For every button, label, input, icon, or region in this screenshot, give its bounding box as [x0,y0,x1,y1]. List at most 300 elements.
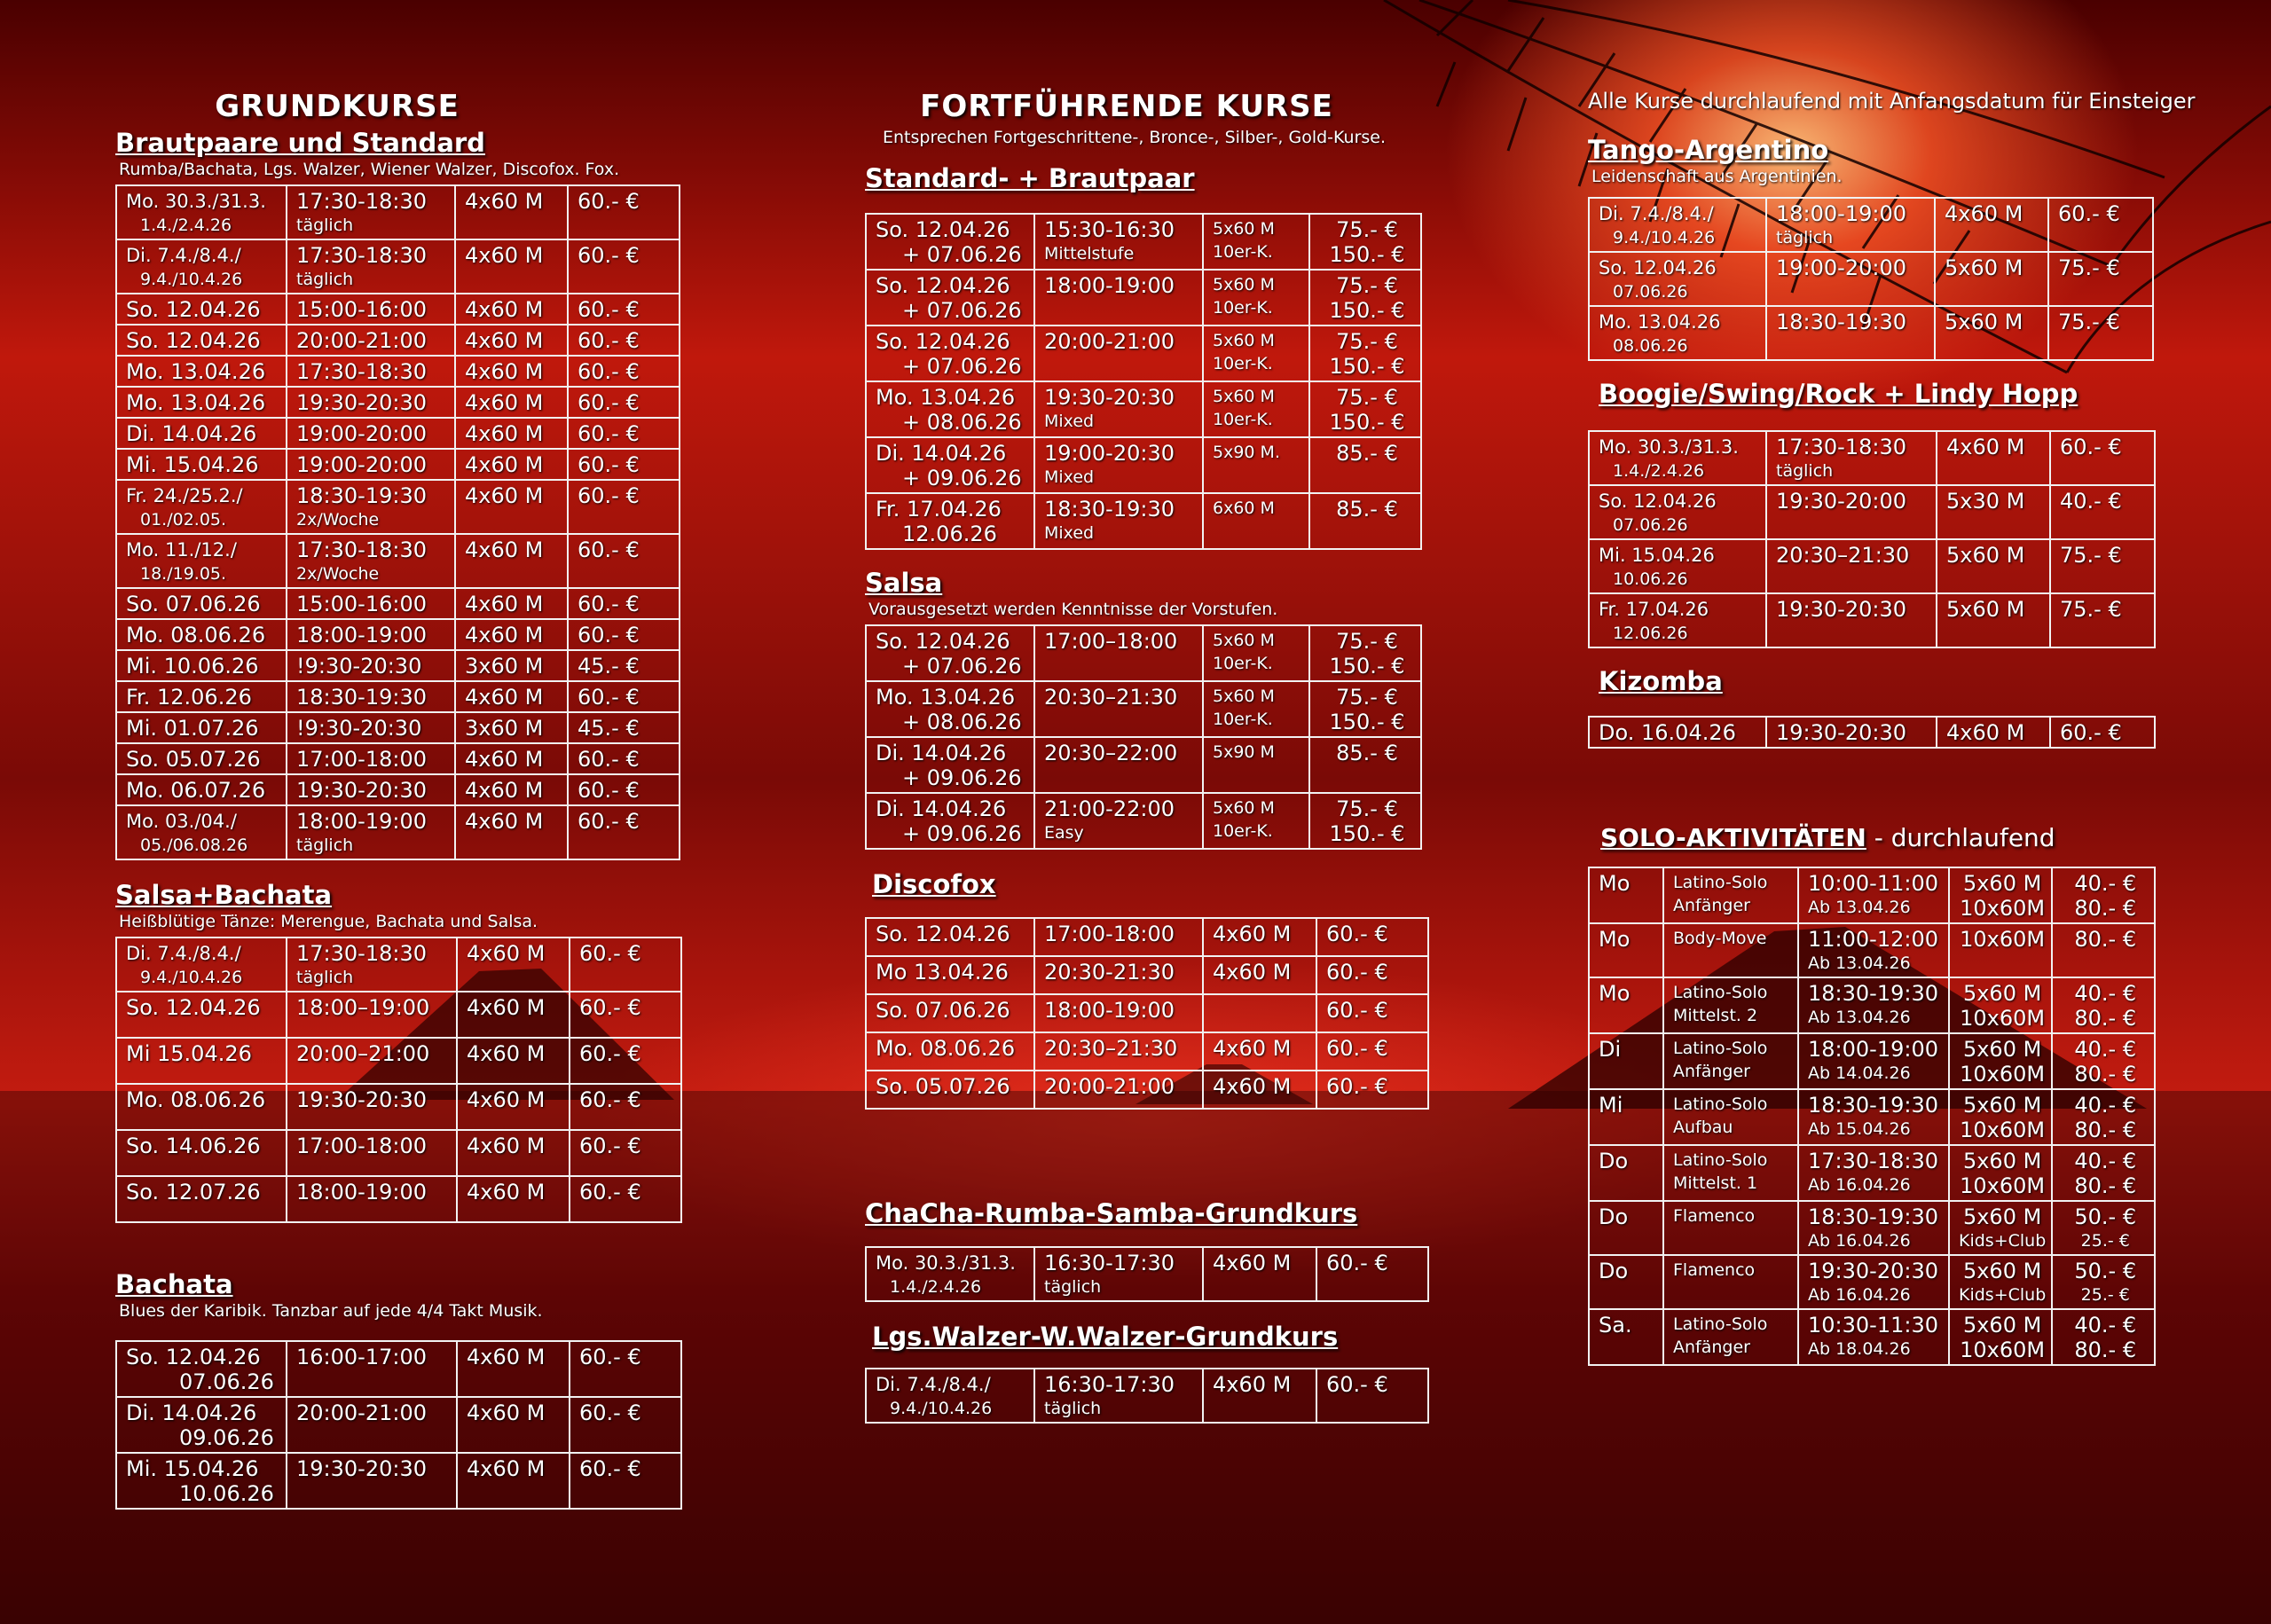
price-cell [1309,493,1421,549]
units: 4x60 M [467,1400,546,1425]
units-cell [457,1176,570,1222]
price: 60.- € [1326,1372,1388,1397]
section-heading: Tango-Argentino [1588,135,1829,165]
date-line-2: 18./19.05. [140,564,227,584]
price: 75.- € [1336,796,1398,821]
date-cell [116,1084,287,1130]
units: 4x60 M [1213,1251,1292,1275]
time: 20:30–21:30 [1776,543,1910,568]
units-cell [1203,326,1309,381]
frequency: täglich [1044,1277,1102,1297]
units: 5x60 M [1962,1259,2042,1283]
date-cell [116,992,287,1038]
table-row [116,480,680,534]
date: So. 12.04.26 [126,328,261,353]
table-row [116,294,680,325]
weekday-cell [1589,1309,1663,1365]
course-table [865,1368,1429,1424]
date: Mi. 15.04.26 [126,452,259,477]
price: 40.- € [2074,1313,2137,1338]
date-cell [866,793,1034,849]
price: 80.- € [2074,927,2137,952]
date: Fr. 24./25.2./ [126,485,243,506]
price: 60.- € [579,941,641,966]
units-cell [455,387,568,418]
price-cell [2052,1089,2155,1145]
time: 17:30-18:30 [1808,1149,1938,1173]
activity: Latino-Solo [1673,1150,1768,1170]
units-2: Kids+Club [1959,1231,2047,1251]
date-line-2: 12.06.26 [1613,624,1688,643]
table-row [116,1341,681,1397]
activity-cell [1663,923,1798,977]
date-cell [866,737,1034,793]
price-cell [1309,326,1421,381]
price: 60.- € [1326,998,1388,1023]
time-cell [1034,737,1203,793]
units-cell [457,1453,570,1509]
time-cell [1034,326,1203,381]
section-description: Heißblütige Tänze: Merengue, Bachata und Salsa. [119,912,538,931]
course-table [115,937,682,1223]
units: 5x90 M [1213,742,1275,762]
price: 60.- € [578,747,640,772]
activity-cell [1663,1033,1798,1089]
time-cell [287,325,455,356]
time-cell [1798,1201,1949,1255]
section-heading: Salsa [865,568,943,598]
time-cell [1798,1255,1949,1309]
price-cell [568,449,680,480]
card: 10er-K. [1213,654,1273,673]
section-heading: Boogie/Swing/Rock + Lindy Hopp [1599,379,2078,409]
date-cell [116,774,287,805]
table-row [1589,1145,2155,1201]
price-cell [568,588,680,619]
time-cell [1766,539,1937,593]
units-cell [455,712,568,743]
date-line-2: 05./06.08.26 [140,836,248,855]
units-cell [455,588,568,619]
column-grundkurse [115,89,692,1510]
activity: Flamenco [1673,1206,1756,1226]
time: !9:30-20:30 [296,654,422,679]
units-cell [1949,867,2052,923]
section-heading: Bachata [115,1269,233,1299]
price-cell [568,712,680,743]
units-2: 10x60M [1960,896,2046,921]
table-row [116,938,681,992]
time: 19:30-20:00 [1776,489,1906,514]
date-cell [866,994,1034,1032]
price-cell [568,325,680,356]
units: 4x60 M [465,189,544,214]
date-line-2: 08.06.26 [1613,336,1688,356]
units-cell [1949,1089,2052,1145]
weekday-cell [1589,1255,1663,1309]
price: 60.- € [578,328,640,353]
price-cell [2050,485,2155,539]
time: 18:30-19:30 [1808,981,1938,1006]
time-cell [287,712,455,743]
level: Anfänger [1673,1062,1750,1081]
time-cell [1798,1033,1949,1089]
time: 18:00-19:00 [1808,1037,1938,1062]
price-2: 25.- € [2080,1285,2130,1305]
date-cell [866,493,1034,549]
time-cell [287,1397,457,1453]
units-cell [1203,1032,1316,1071]
units-cell [1203,994,1316,1032]
units: 5x90 M. [1213,443,1280,462]
table-row [116,356,680,387]
date: Fr. 17.04.26 [1599,599,1709,620]
weekday-cell [1589,1145,1663,1201]
time: 17:00-18:00 [296,747,427,772]
date-line-2: 1.4./2.4.26 [890,1277,982,1297]
date-cell [116,1397,287,1453]
section-description: Blues der Karibik. Tanzbar auf jede 4/4 Takt Musik. [119,1301,543,1321]
price-cell [568,387,680,418]
time-cell [287,1341,457,1397]
section-heading: Salsa+Bachata [115,880,333,910]
units-cell [455,356,568,387]
price: 60.- € [579,995,641,1020]
table-row [116,1397,681,1453]
time: 19:00-20:00 [296,421,427,446]
date: So. 12.04.26 [876,273,1010,298]
units-cell [455,480,568,534]
time-cell [287,588,455,619]
date: Mo. 30.3./31.3. [876,1252,1016,1274]
units-cell [1203,918,1316,956]
time-cell [1798,1145,1949,1201]
price: 40.- € [2074,871,2137,896]
frequency: täglich [296,270,354,289]
time-cell [287,805,455,859]
table-row [1589,977,2155,1033]
units: 5x60 M [1962,1313,2042,1338]
card: 10er-K. [1213,354,1273,373]
units-2: 10x60M [1960,1006,2046,1031]
units-cell [457,1084,570,1130]
date-cell [1589,485,1766,539]
time: 18:00-19:00 [1776,201,1906,226]
time: 19:30-20:30 [296,390,427,415]
date: Mo. 08.06.26 [126,623,266,647]
units: 5x60 M [1213,219,1275,239]
activity: Latino-Solo [1673,1039,1768,1058]
units-cell [1937,539,2050,593]
time: 20:00-21:00 [1044,1074,1175,1099]
time: 17:30-18:30 [296,359,427,384]
date-cell [1589,717,1766,748]
date-cell [116,294,287,325]
date: So. 12.07.26 [126,1180,261,1204]
date-line-2: + 07.06.26 [902,242,1022,267]
time: 16:30-17:30 [1044,1372,1175,1397]
units: 4x60 M [465,243,544,268]
date: Do. 16.04.26 [1599,720,1736,745]
time: 17:30-18:30 [296,537,427,562]
price-2: 80.- € [2074,1173,2137,1198]
units-2: 10x60M [1960,1062,2046,1087]
time: 20:30–22:00 [1044,741,1178,765]
date-cell [116,1130,287,1176]
level: Mittelst. 1 [1673,1173,1758,1193]
units: 6x60 M [1213,498,1275,518]
time: 20:00-21:00 [296,328,427,353]
date: Mo. 13.04.26 [1599,311,1721,333]
time-cell [287,185,455,239]
weekday-cell [1589,923,1663,977]
frequency: täglich [1776,461,1834,481]
time-cell [287,1130,457,1176]
date: So. 05.07.26 [876,1074,1010,1099]
units-cell [455,418,568,449]
date-line-2: 12.06.26 [902,522,997,546]
time-cell [1766,252,1935,306]
activity-cell [1663,1145,1798,1201]
price-cell [2052,1309,2155,1365]
time-cell [1034,1071,1203,1109]
price: 85.- € [1336,497,1398,522]
date: Di. 7.4./8.4./ [876,1374,991,1395]
level: Mixed [1044,523,1095,543]
intro-text: Alle Kurse durchlaufend mit Anfangsdatum für Einsteiger [1588,89,2196,114]
price: 60.- € [1326,1074,1388,1099]
time-cell [1034,437,1203,493]
date: Mo. 06.07.26 [126,778,266,803]
page-subtitle: Entsprechen Fortgeschrittene-, Bronce-, Silber-, Gold-Kurse. [883,128,1387,147]
units: 5x60 M [1213,387,1275,406]
units: 10x60M [1960,927,2046,952]
price-2: 25.- € [2080,1231,2130,1251]
units-cell [455,294,568,325]
time-cell [287,534,455,588]
price-cell [1316,1369,1428,1423]
time: 20:00–21:00 [296,1041,430,1066]
start-date: Ab 15.04.26 [1808,1119,1911,1139]
price-card: 150.- € [1329,298,1405,323]
date-cell [866,214,1034,270]
price-cell [2050,593,2155,647]
price: 60.- € [578,297,640,322]
weekday: Do [1599,1149,1629,1173]
units: 4x60 M [467,941,546,966]
weekday: Di [1599,1037,1622,1062]
date-cell [116,619,287,650]
units: 4x60 M [465,297,544,322]
price-cell [570,1397,681,1453]
activity-cell [1663,977,1798,1033]
card: 10er-K. [1213,710,1273,729]
price: 60.- € [578,243,640,268]
date-cell [1589,252,1766,306]
time-cell [287,681,455,712]
time-cell [1766,431,1937,485]
date: So. 12.04.26 [1599,490,1717,512]
section-description: Leidenschaft aus Argentinien. [1591,167,1843,186]
units: 4x60 M [467,1087,546,1112]
time: 17:30-18:30 [296,189,427,214]
price: 40.- € [2074,1149,2137,1173]
price-card: 150.- € [1329,410,1405,435]
price-cell [568,534,680,588]
date-cell [116,1453,287,1509]
date: Fr. 17.04.26 [876,497,1002,522]
date-cell [116,325,287,356]
table-row [866,793,1421,849]
units: 4x60 M [465,809,544,834]
time: 17:00–18:00 [1044,629,1178,654]
date-line-2: 07.06.26 [1613,282,1688,302]
column-weitere [1588,89,2209,1366]
price: 60.- € [578,809,640,834]
date-cell [116,185,287,239]
units-cell [457,938,570,992]
activity-cell [1663,1089,1798,1145]
activity-cell [1663,1201,1798,1255]
course-table [1588,430,2156,648]
time: 20:00-21:00 [296,1400,427,1425]
table-row [116,588,680,619]
units-cell [1949,923,2052,977]
units: 4x60 M [465,452,544,477]
time: 19:00-20:00 [1776,255,1906,280]
time: 18:30-19:30 [1808,1093,1938,1118]
date: Di. 7.4./8.4./ [126,943,241,964]
price: 60.- € [578,623,640,647]
table-row [866,214,1421,270]
date: Mi 15.04.26 [126,1041,252,1066]
units: 4x60 M [1946,720,2025,745]
date: Mi. 10.06.26 [126,654,259,679]
table-row [866,1032,1428,1071]
date: So. 12.04.26 [126,995,261,1020]
price-cell [2050,717,2155,748]
table-row [1589,1201,2155,1255]
units-cell [1203,1369,1316,1423]
time: 20:30–21:30 [1044,685,1178,710]
date-cell [866,956,1034,994]
table-row [866,918,1428,956]
activity: Latino-Solo [1673,873,1768,892]
time-cell [1034,793,1203,849]
date-line-2: 10.06.26 [1613,569,1688,589]
card: 10er-K. [1213,821,1273,841]
date: Mo. 13.04.26 [876,385,1016,410]
units-cell [455,805,568,859]
date: So. 12.04.26 [876,217,1010,242]
price: 60.- € [2058,201,2120,226]
solo-table [1588,867,2156,1366]
weekday: Mo [1599,927,1631,952]
price: 40.- € [2074,981,2137,1006]
table-row [1589,1255,2155,1309]
price-cell [1309,793,1421,849]
date: So. 12.04.26 [126,297,261,322]
activity: Latino-Solo [1673,1314,1768,1334]
units: 4x60 M [465,778,544,803]
units-2: 10x60M [1960,1173,2046,1198]
table-row [116,325,680,356]
section-heading: ChaCha-Rumba-Samba-Grundkurs [865,1198,1358,1228]
price-cell [2052,1201,2155,1255]
table-row [1589,1089,2155,1145]
units-cell [457,1130,570,1176]
time: 15:00-16:00 [296,592,427,616]
date-cell [866,270,1034,326]
units: 4x60 M [465,592,544,616]
units-cell [1203,625,1309,681]
activity-cell [1663,867,1798,923]
price-cell [1316,1071,1428,1109]
price-cell [568,356,680,387]
units-cell [1203,214,1309,270]
time: 11:00-12:00 [1808,927,1938,952]
time: 16:00-17:00 [296,1345,427,1369]
units-cell [1935,306,2048,360]
price: 60.- € [579,1041,641,1066]
date-cell [866,918,1034,956]
date-cell [116,356,287,387]
date: Di. 14.04.26 [126,1400,257,1425]
date: Mi. 01.07.26 [126,716,259,741]
date: So. 07.06.26 [126,592,261,616]
activity-cell [1663,1255,1798,1309]
weekday: Do [1599,1204,1629,1229]
time: 18:30-19:30 [296,685,427,710]
time-cell [1798,867,1949,923]
price-cell [568,805,680,859]
price-cell [568,681,680,712]
date-line-2: + 09.06.26 [902,821,1022,846]
units: 4x60 M [465,421,544,446]
units-cell [457,992,570,1038]
date-line-2: + 08.06.26 [902,410,1022,435]
date-cell [116,239,287,294]
units-cell [1949,1201,2052,1255]
price-cell [2048,252,2153,306]
time-cell [287,619,455,650]
units: 5x60 M [1946,597,2025,622]
weekday-cell [1589,867,1663,923]
table-row [866,270,1421,326]
price-cell [2052,1255,2155,1309]
units-cell [1203,270,1309,326]
units-2: Kids+Club [1959,1285,2047,1305]
units: 5x60 M [1962,1037,2042,1062]
time-cell [1034,625,1203,681]
price: 60.- € [578,537,640,562]
time-cell [1766,485,1937,539]
price-cell [570,1341,681,1397]
time: 19:30-20:30 [296,1087,427,1112]
date-cell [116,805,287,859]
price: 60.- € [578,359,640,384]
time: 18:30-19:30 [1808,1204,1938,1229]
units: 4x60 M [465,747,544,772]
activity: Body-Move [1673,929,1767,948]
section-heading: Brautpaare und Standard [115,128,485,158]
time: 19:30-20:30 [1808,1259,1938,1283]
units-cell [1203,793,1309,849]
time-cell [287,1084,457,1130]
units: 4x60 M [467,1345,546,1369]
activity: Flamenco [1673,1260,1756,1280]
date-cell [116,449,287,480]
